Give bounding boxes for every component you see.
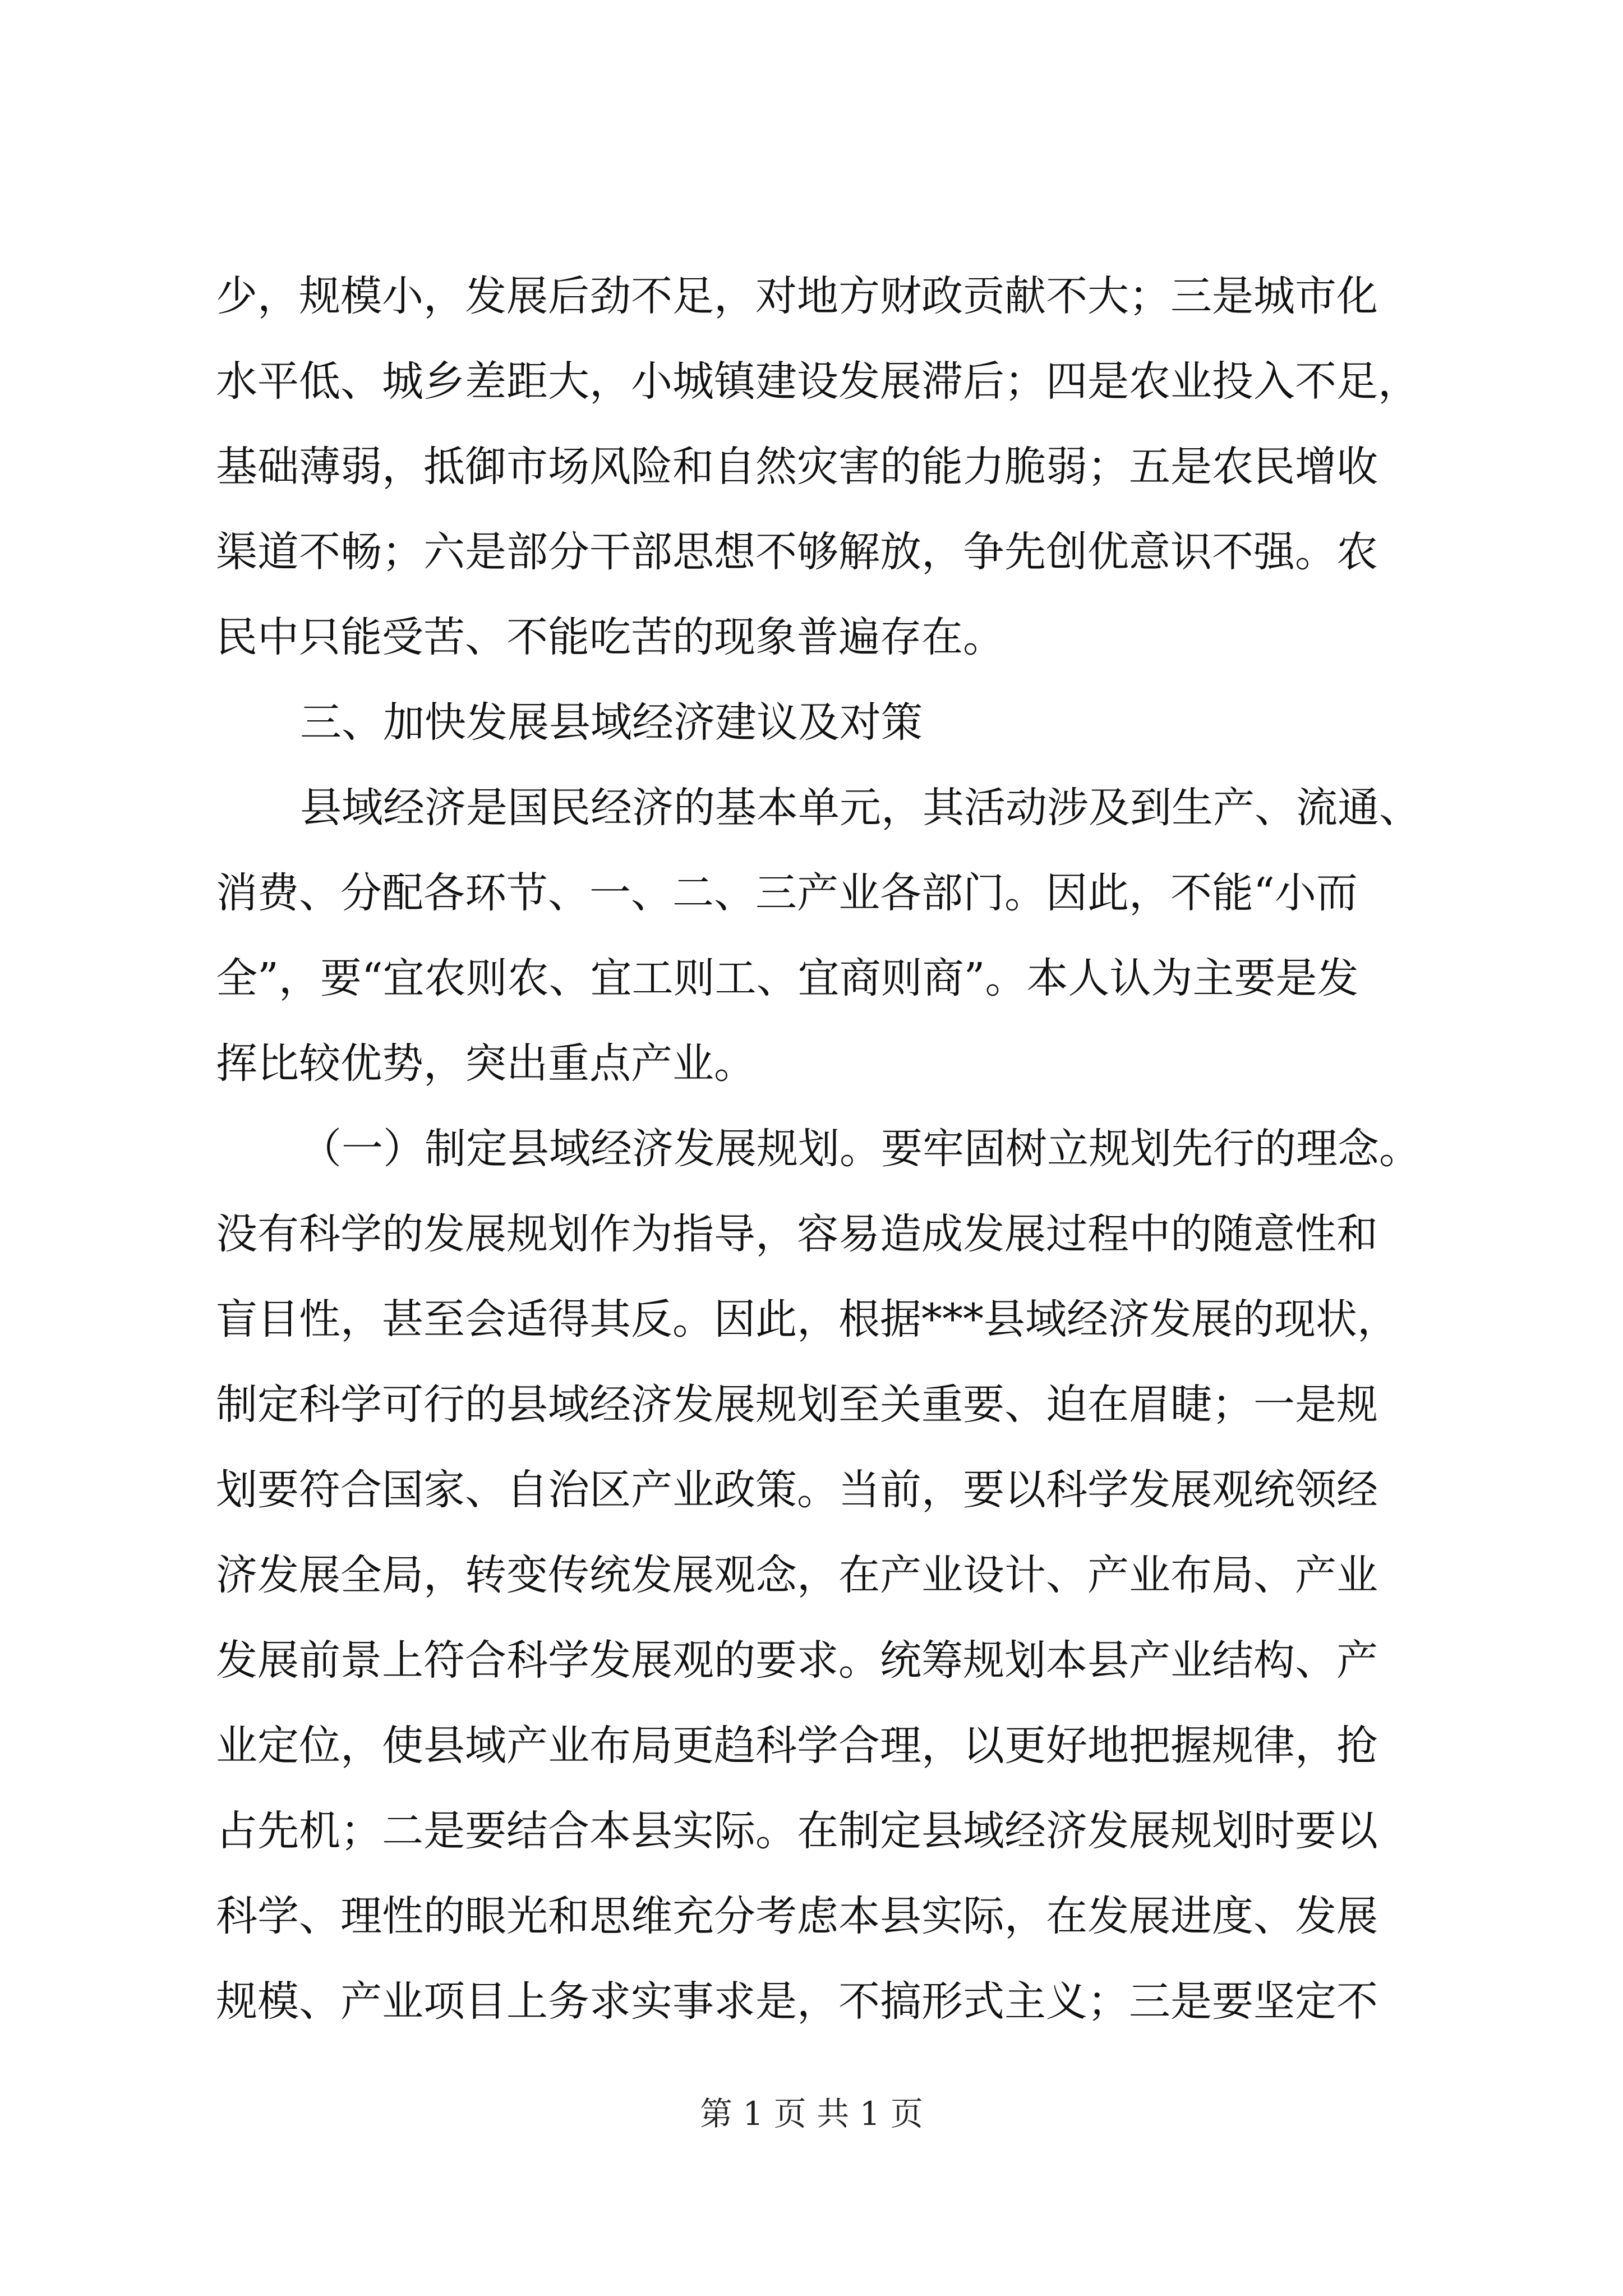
body-line-18: 业定位，使县域产业布局更趋科学合理，以更好地把握规律，抢: [216, 1722, 1378, 1770]
body-line-20: 科学、理性的眼光和思维充分考虑本县实际，在发展进度、发展: [216, 1892, 1378, 1940]
body-line-10: 挥比较优势，突出重点产业。: [216, 1039, 755, 1088]
subsection-heading-line: （一）制定县域经济发展规划。要牢固树立规划先行的理念。: [300, 1125, 1421, 1173]
body-line-1: 少，规模小，发展后劲不足，对地方财政贡献不大；三是城市化: [216, 272, 1378, 320]
body-line-19: 占先机；二是要结合本县实际。在制定县域经济发展规划时要以: [216, 1807, 1378, 1855]
body-line-17: 发展前景上符合科学发展观的要求。统筹规划本县产业结构、产: [216, 1636, 1378, 1685]
body-line-2: 水平低、城乡差距大，小城镇建设发展滞后；四是农业投入不足，: [216, 357, 1419, 406]
body-line-16: 济发展全局，转变传统发展观念，在产业设计、产业布局、产业: [216, 1551, 1378, 1599]
body-line-3: 基础薄弱，抵御市场风险和自然灾害的能力脆弱；五是农民增收: [216, 443, 1378, 491]
body-line-7: 县域经济是国民经济的基本单元，其活动涉及到生产、流通、: [300, 784, 1421, 832]
page-footer: 第 1 页 共 1 页: [700, 2095, 923, 2133]
body-line-9: 全”，要“宜农则农、宜工则工、宜商则商”。本人认为主要是发: [216, 954, 1359, 1002]
body-line-4: 渠道不畅；六是部分干部思想不够解放，争先创优意识不强。农: [216, 528, 1378, 576]
body-line-15: 划要符合国家、自治区产业政策。当前，要以科学发展观统领经: [216, 1466, 1378, 1514]
section-heading: 三、加快发展县域经济建议及对策: [300, 698, 923, 747]
body-line-13: 盲目性，甚至会适得其反。因此，根据***县域经济发展的现状，: [216, 1295, 1399, 1343]
body-line-14: 制定科学可行的县域经济发展规划至关重要、迫在眉睫；一是规: [216, 1381, 1378, 1429]
body-line-21: 规模、产业项目上务求实事求是，不搞形式主义；三是要坚定不: [216, 1977, 1378, 2026]
body-line-5: 民中只能受苦、不能吃苦的现象普遍存在。: [216, 613, 1004, 661]
body-line-8: 消费、分配各环节、一、二、三产业各部门。因此，不能“小而: [216, 869, 1358, 917]
body-line-12: 没有科学的发展规划作为指导，容易造成发展过程中的随意性和: [216, 1210, 1378, 1258]
